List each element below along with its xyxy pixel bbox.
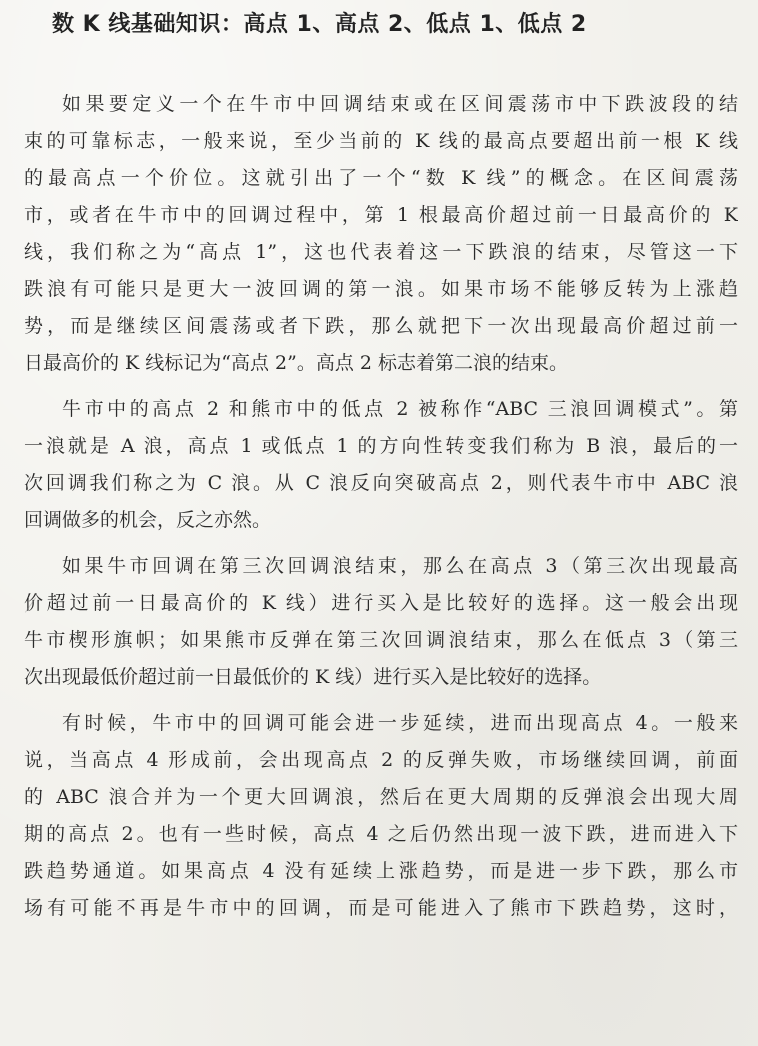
text-line: 牛市楔形旗帜；如果熊市反弹在第三次回调浪结束，那么在低点 3（第三 [24, 629, 738, 651]
text-line: 回调做多的机会，反之亦然。 [24, 509, 272, 531]
text-line: 线，我们称之为“高点 1”，这也代表着这一下跌浪的结束，尽管这一下 [24, 241, 738, 263]
text-line: 的最高点一个价位。这就引出了一个“数 K 线”的概念。在区间震荡 [24, 167, 738, 189]
paragraph-2 [24, 391, 738, 539]
text-line: 的 ABC 浪合并为一个更大回调浪，然后在更大周期的反弹浪会出现大周 [24, 786, 738, 808]
body-text [24, 86, 738, 936]
text-line: 期的高点 2。也有一些时候，高点 4 之后仍然出现一波下跌，进而进入下 [24, 823, 738, 845]
text-line: 场有可能不再是牛市中的回调，而是可能进入了熊市下跌趋势，这时， [24, 897, 738, 919]
text-line: 一浪就是 A 浪，高点 1 或低点 1 的方向性转变我们称为 B 浪，最后的一 [24, 435, 738, 457]
text-line: 价超过前一日最高价的 K 线）进行买入是比较好的选择。这一般会出现 [24, 592, 738, 614]
text-line: 牛市中的高点 2 和熊市中的低点 2 被称作“ABC 三浪回调模式”。第 [62, 398, 738, 420]
text-line: 跌趋势通道。如果高点 4 没有延续上涨趋势，而是进一步下跌，那么市 [24, 860, 738, 882]
paragraph-4 [24, 705, 738, 927]
text-line: 次回调我们称之为 C 浪。从 C 浪反向突破高点 2，则代表牛市中 ABC 浪 [24, 472, 738, 494]
text-line: 说，当高点 4 形成前，会出现高点 2 的反弹失败，市场继续回调，前面 [24, 749, 738, 771]
paragraph-1 [24, 86, 738, 382]
text-line: 次出现最低价超过前一日最低价的 K 线）进行买入是比较好的选择。 [24, 666, 602, 688]
text-line: 跌浪有可能只是更大一波回调的第一浪。如果市场不能够反转为上涨趋 [24, 278, 738, 300]
text-line: 如果牛市回调在第三次回调浪结束，那么在高点 3（第三次出现最高 [62, 555, 738, 577]
text-line: 如果要定义一个在牛市中回调结束或在区间震荡市中下跌波段的结 [62, 93, 738, 115]
text-line: 有时候，牛市中的回调可能会进一步延续，进而出现高点 4。一般来 [62, 712, 738, 734]
paragraph-3 [24, 548, 738, 696]
text-line: 市，或者在牛市中的回调过程中，第 1 根最高价超过前一日最高价的 K [24, 204, 738, 226]
section-heading: 数 K 线基础知识：高点 1、高点 2、低点 1、低点 2 [52, 12, 587, 37]
text-line: 势，而是继续区间震荡或者下跌，那么就把下一次出现最高价超过前一 [24, 315, 738, 337]
text-line: 束的可靠标志，一般来说，至少当前的 K 线的最高点要超出前一根 K 线 [24, 130, 738, 152]
text-line: 日最高价的 K 线标记为“高点 2”。高点 2 标志着第二浪的结束。 [24, 352, 568, 374]
